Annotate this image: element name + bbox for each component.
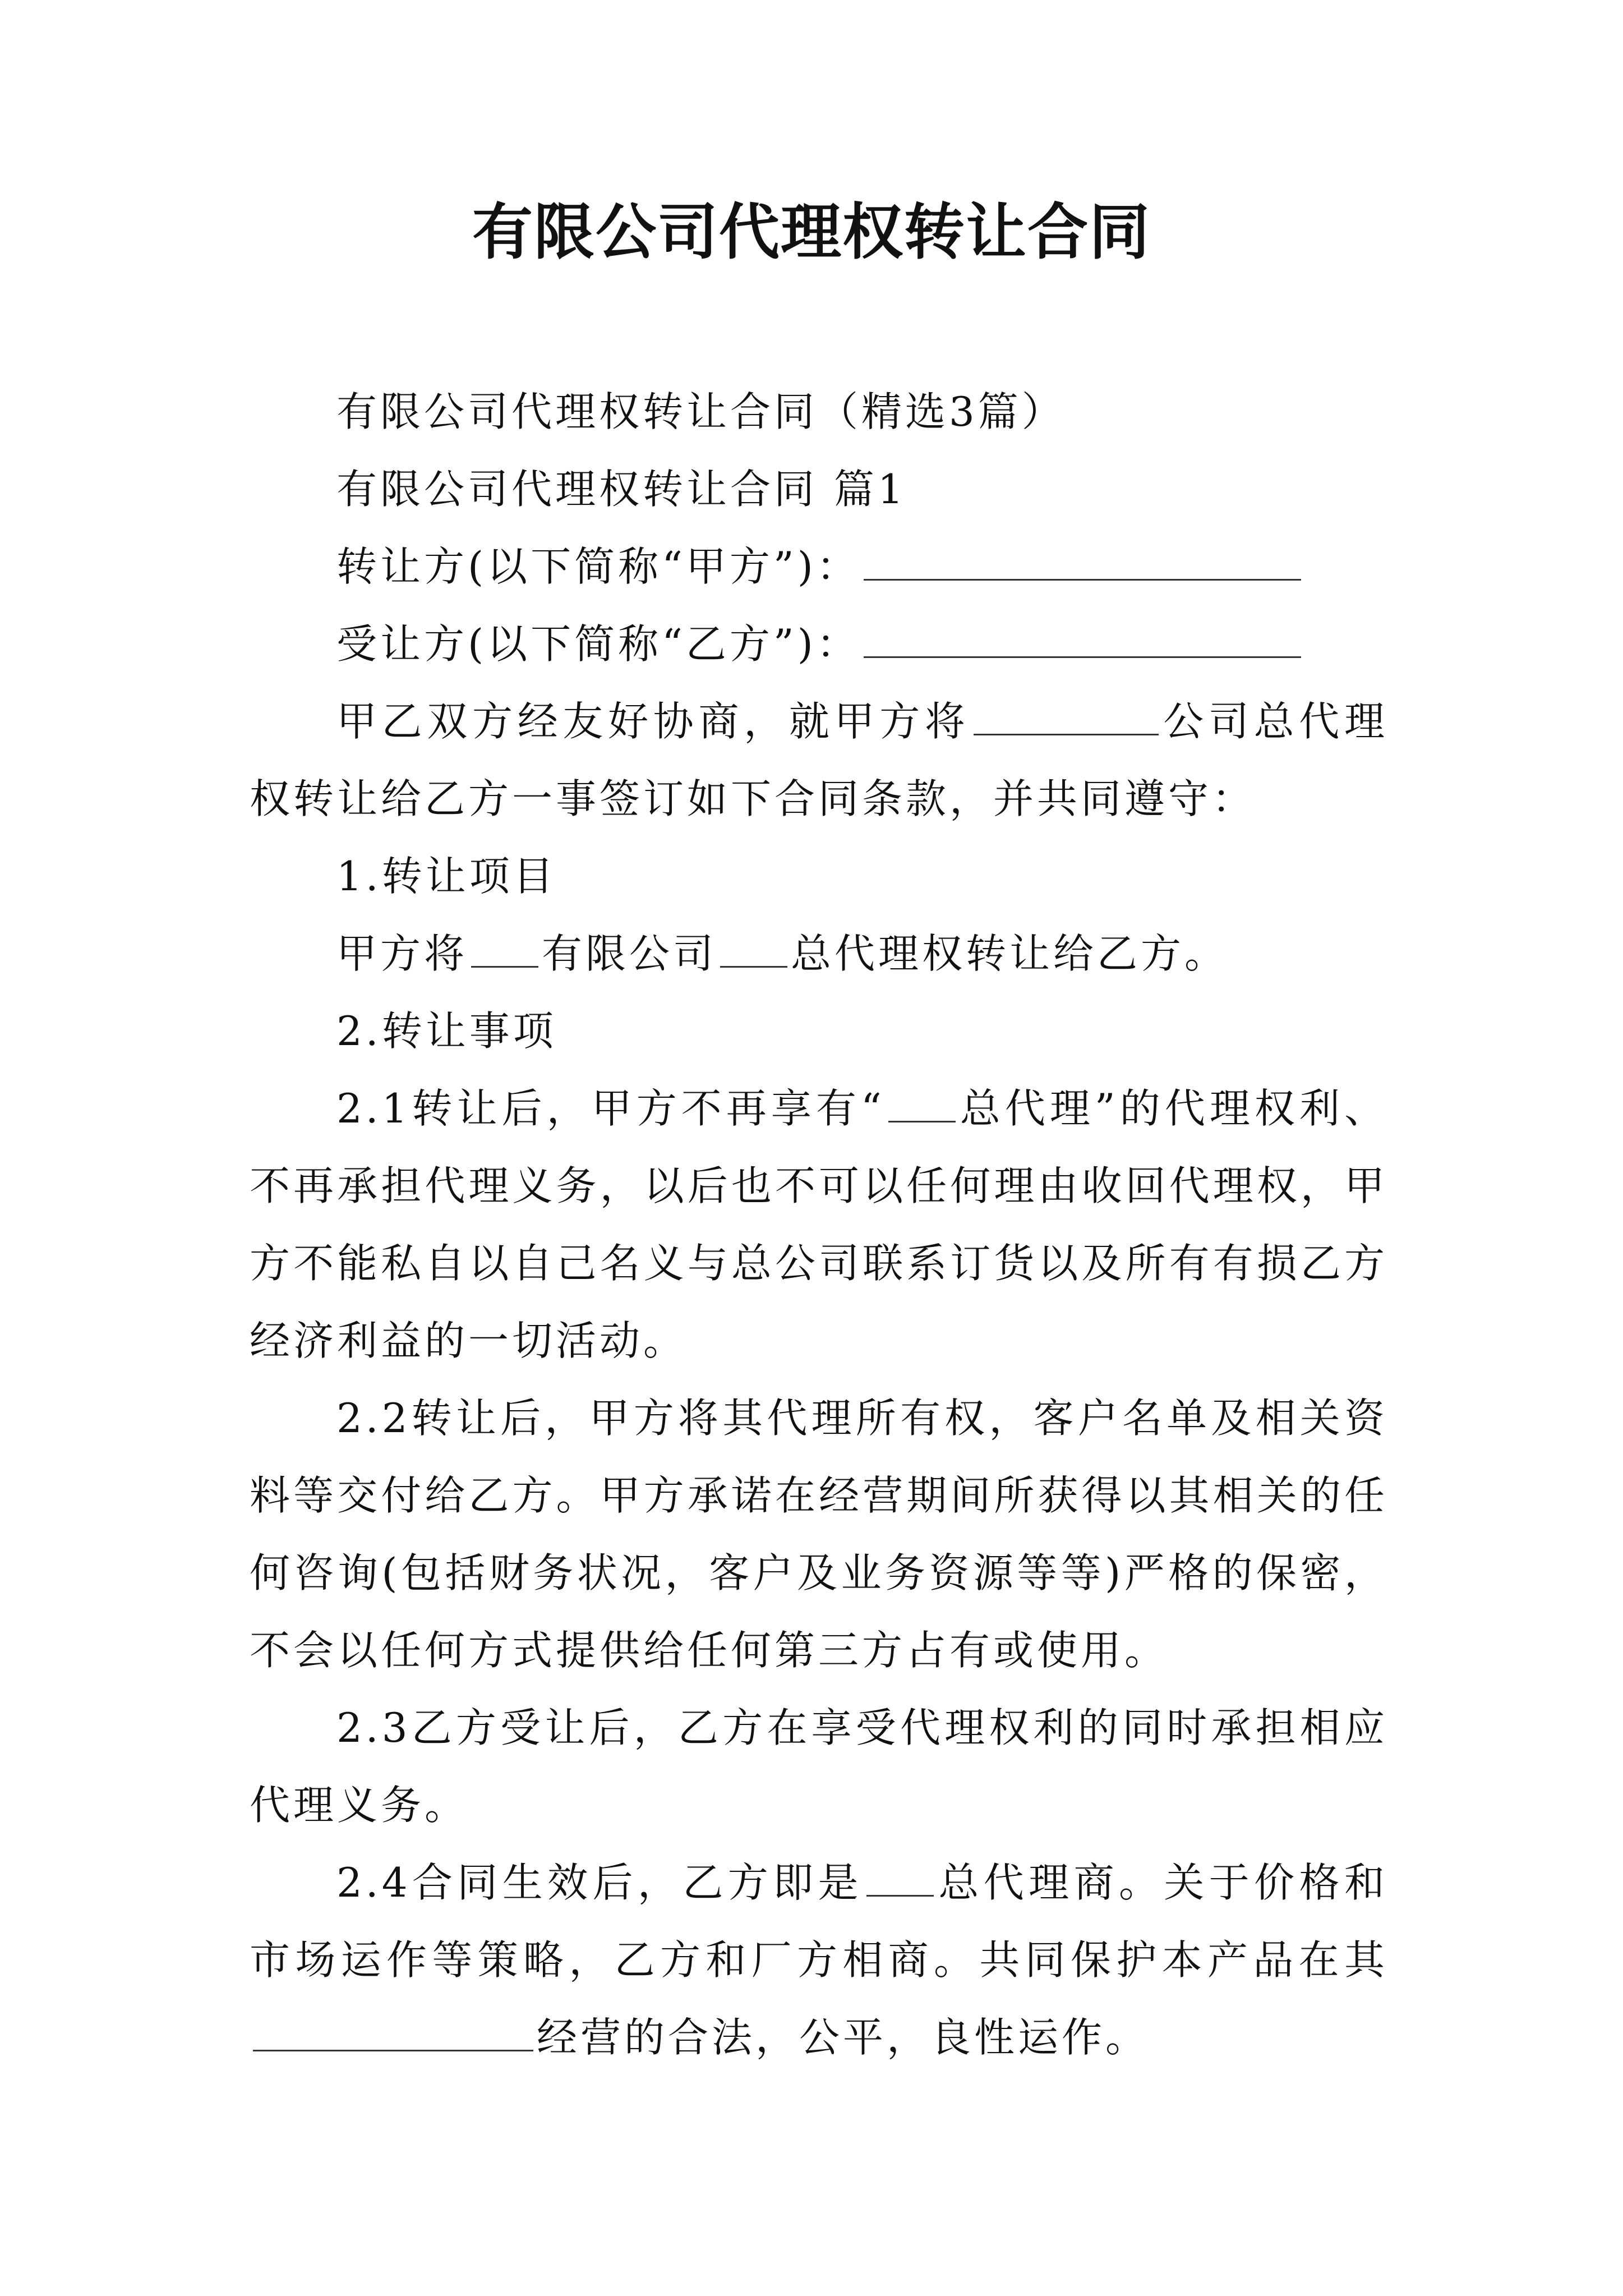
subtitle: 有限公司代理权转让合同（精选3篇） xyxy=(336,388,1066,435)
item1-heading: 1.转让项目 xyxy=(336,853,557,900)
section-heading: 有限公司代理权转让合同 篇1 xyxy=(336,466,907,513)
clause-2-1: 2.1转让后，甲方不再享有“ 总代理”的代理权利、不再承担代理义务，以后也不可以任何理由收回代理权，甲方不能私自以自己名义与总公司联系订货以及所有有损乙方经济利益的一切活动。 xyxy=(250,1070,1388,1379)
item1-blank-1 xyxy=(471,927,538,968)
transferor-line: 转让方(以下简称“甲方”)： xyxy=(250,528,1388,605)
transferee-blank xyxy=(864,617,1301,658)
item1-paragraph: 甲方将 有限公司 总代理权转让给乙方。 xyxy=(250,915,1388,992)
intro-paragraph: 甲乙双方经友好协商，就甲方将 公司总代理权转让给乙方一事签订如下合同条款，并共同遵守： xyxy=(250,683,1388,838)
clause-2-4: 2.4合同生效后，乙方即是 总代理商。关于价格和市场运作等策略，乙方和厂方相商。共同保护本产品在其经营的合法，公平，良性运作。 xyxy=(250,1844,1388,2076)
item2-heading: 2.转让事项 xyxy=(336,1007,557,1055)
clause-2-1-blank xyxy=(888,1082,956,1122)
company-blank xyxy=(974,694,1159,735)
document-body xyxy=(250,373,1388,2076)
clause-2-3: 2.3乙方受让后，乙方在享受代理权利的同时承担相应代理义务。 xyxy=(250,1704,1388,1829)
clause-2-4-blank-2 xyxy=(253,2010,533,2051)
clause-2-2: 2.2转让后，甲方将其代理所有权，客户名单及相关资料等交付给乙方。甲方承诺在经营期间所获得以其相关的任何咨询(包括财务状况，客户及业务资源等等)严格的保密，不会以任何方式提供给任何第三方占有或使用。 xyxy=(250,1395,1388,1674)
document-title: 有限公司代理权转让合同 xyxy=(472,197,1151,268)
transferee-line: 受让方(以下简称“乙方”)： xyxy=(250,605,1388,683)
transferor-blank xyxy=(864,540,1301,581)
clause-2-4-blank-1 xyxy=(866,1856,934,1897)
item1-blank-2 xyxy=(720,927,787,968)
